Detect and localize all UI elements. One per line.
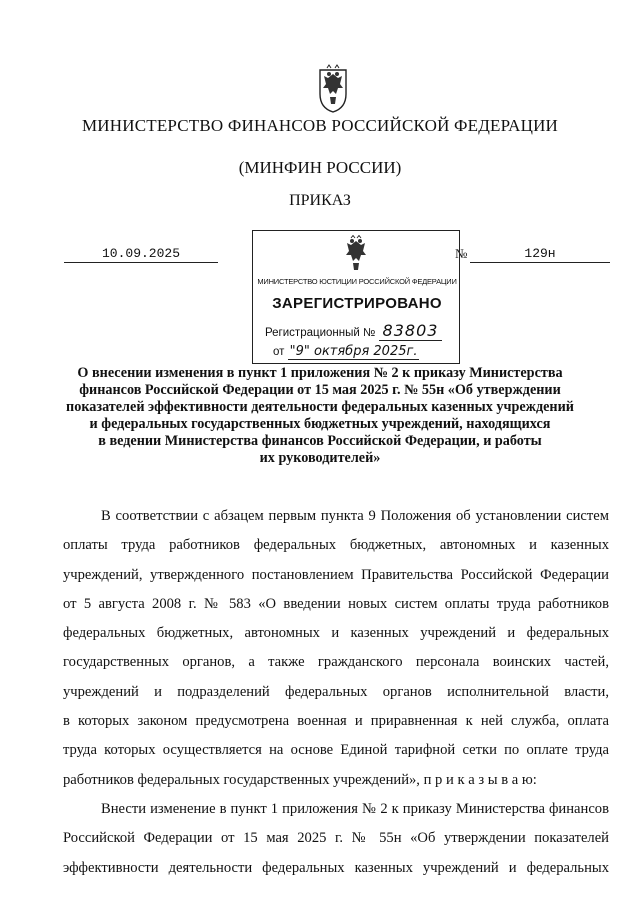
ministry-short-name: (МИНФИН РОССИИ) bbox=[238, 158, 402, 177]
body-line: учреждений и подразделений федеральных органов исполнительной власти, bbox=[63, 683, 609, 700]
title-line: в ведении Министерства финансов Российской Федерации, и работы bbox=[98, 433, 542, 449]
body-line: Российской Федерации от 15 мая 2025 г. № 55н «Об утверждении показателей bbox=[63, 830, 609, 847]
document-title bbox=[62, 365, 578, 467]
body-line: эффективности деятельности федеральных казенных учреждений и федеральных bbox=[63, 859, 609, 876]
body-line: работников федеральных государственных учреждений», п р и к а з ы в а ю: bbox=[63, 771, 537, 788]
stamp-registration-number bbox=[265, 321, 442, 340]
title-line: их руководителей» bbox=[259, 450, 381, 466]
stamp-coat-of-arms-icon bbox=[341, 235, 371, 273]
body-line: учреждений, утвержденного постановлением Правительства Российской Федерации bbox=[63, 566, 609, 583]
document-type: ПРИКАЗ bbox=[289, 192, 351, 209]
title-line: показателей эффективности деятельности федеральных казенных учреждений bbox=[66, 399, 574, 415]
registration-stamp bbox=[252, 230, 460, 364]
stamp-registered: ЗАРЕГИСТРИРОВАНО bbox=[272, 295, 442, 312]
order-number: 129н bbox=[470, 246, 610, 263]
document-body bbox=[63, 502, 609, 883]
stamp-registration-date bbox=[273, 344, 419, 359]
order-date: 10.09.2025 bbox=[64, 246, 218, 263]
coat-of-arms-icon bbox=[314, 64, 352, 114]
title-line: и федеральных государственных бюджетных учреждений, находящихся bbox=[89, 416, 551, 432]
title-line: финансов Российской Федерации от 15 мая 2025 г. № 55н «Об утверждении bbox=[79, 382, 561, 398]
body-line: оплаты труда работников федеральных бюджетных, автономных и казенных bbox=[63, 537, 609, 554]
body-line: В соответствии с абзацем первым пункта 9 Положения об установлении систем bbox=[101, 508, 609, 524]
stamp-date-label: от bbox=[273, 346, 285, 358]
body-line: федеральных бюджетных, автономных и казенных учреждений и федеральных bbox=[63, 625, 609, 642]
number-sign: № bbox=[455, 246, 468, 261]
stamp-reg-number: 83803 bbox=[379, 321, 443, 341]
body-line: от 5 августа 2008 г. № 583 «О введении новых систем оплаты труда работников bbox=[63, 595, 609, 612]
stamp-ministry: МИНИСТЕРСТВО ЮСТИЦИИ РОССИЙСКОЙ ФЕДЕРАЦИИ bbox=[257, 277, 457, 286]
body-line: труда которых осуществляется на основе Единой тарифной сетки по оплате труда bbox=[63, 742, 609, 759]
body-line: государственных органов, а также гражданского персонала воинских частей, bbox=[63, 654, 609, 671]
title-line: О внесении изменения в пункт 1 приложения № 2 к приказу Министерства bbox=[77, 365, 563, 381]
stamp-date-value: "9" октября 2025г. bbox=[289, 344, 418, 359]
ministry-name: МИНИСТЕРСТВО ФИНАНСОВ РОССИЙСКОЙ ФЕДЕРАЦИИ bbox=[81, 116, 559, 135]
body-line: Внести изменение в пункт 1 приложения № 2 к приказу Министерства финансов bbox=[101, 800, 609, 817]
body-line: в которых законом предусмотрена военная и приравненная к ней служба, оплата bbox=[63, 713, 609, 730]
stamp-reg-label: Регистрационный № bbox=[265, 327, 376, 339]
